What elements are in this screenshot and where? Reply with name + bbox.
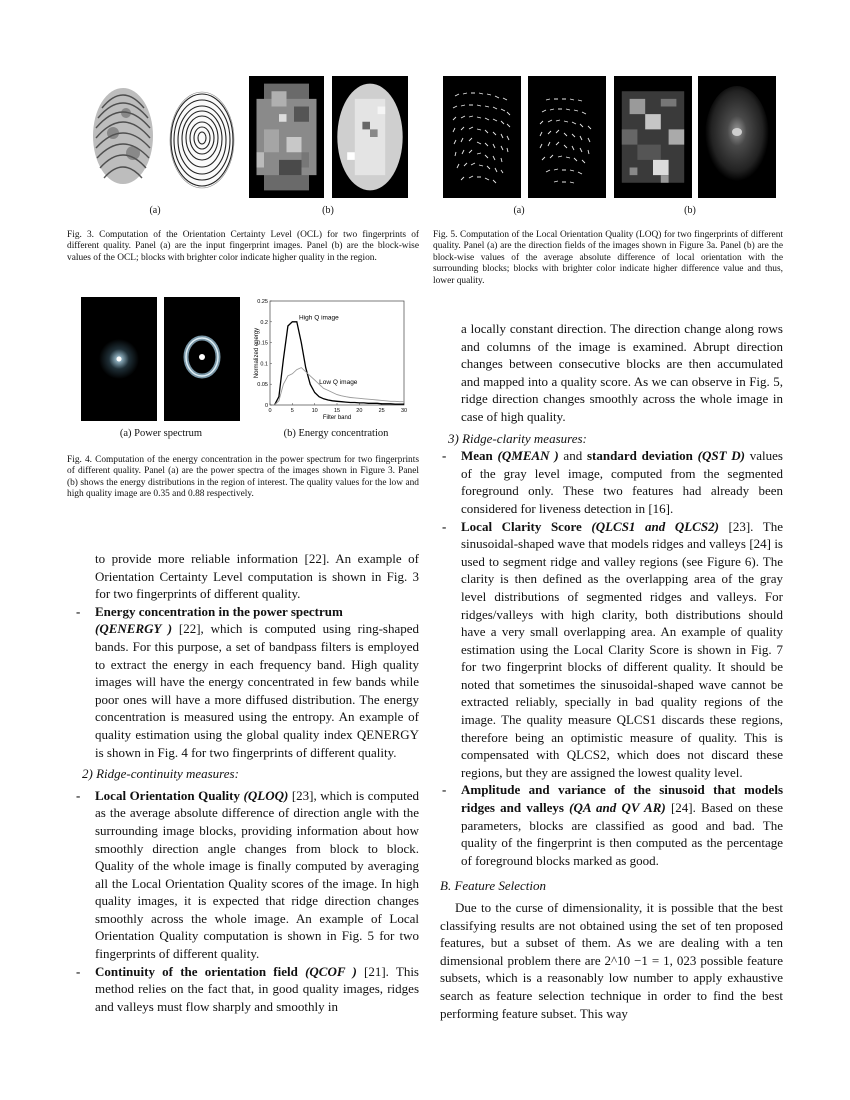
bullet-continuity-orientation-field: - Continuity of the orientation field (QCOF ) [21]. This method relies on the fact that, in good quality images, ridges and valleys must flow sharply and smoothly in <box>76 963 419 1014</box>
bullet-energy-concentration: - Energy concentration in the power spectrum (QENERGY ) [22], which is computed using ring-shaped bands. For this purpose, a set of bandpass filters is employed to extract the energy in each frequency band. High quality images will have the energy concentrated in few bands while poor ones will have a more diffused distribution. The energy concentration is measured using the entropy. An example of quality estimation using the global quality index QENERGY is shown in Fig. 4 for two fingerprints of different quality. <box>76 603 420 760</box>
x-tick-label: 25 <box>378 408 385 414</box>
fig4-caption: Fig. 4. Computation of the energy concentration in the power spectrum for two fingerprints of different quality. Panel (a) are the power spectra of the images shown in Figure 3. Panel (b) shows the energy distributions in the region of interest. The quality values for the low and high quality image are 0.35 and 0.88 respectively. <box>67 455 419 500</box>
bullet-local-orientation-quality: - Local Orientation Quality (QLOQ) [23], which is computed as the average absolute difference of direction angle with the surrounding image blocks, providing information about how smoothly direction angle changes from block to block. Quality of the whole image is finally computed by averaging all the Local Orientation Quality scores of the image. In high quality images, it is expected that ridge direction changes smoothly across the whole image. An example of Local Orientation Quality computation is shown in Fig. 5 for two fingerprints of different quality. <box>76 787 419 962</box>
right-column <box>440 320 783 1022</box>
fig4-power-spectrum-high <box>164 297 240 421</box>
y-tick-label: 0.25 <box>257 299 268 305</box>
bullet-mean-std: - Mean (QMEAN ) and standard deviation (QST D) values of the gray level image, computed from the segmented foreground only. These two features had already been considered for liveness detection in [16]. <box>442 448 783 516</box>
symbol-qstd: (QST D) <box>697 448 746 464</box>
x-tick-label: 0 <box>268 408 272 414</box>
fig5-label-b: (b) <box>684 205 696 216</box>
left-column <box>74 550 419 1015</box>
y-axis-label: Normalized energy <box>254 327 260 379</box>
left-paragraph-1: to provide more reliable information [22]. An example of Orientation Certainty Level computation is shown in Fig. 3 for two fingerprints of different quality. <box>95 551 419 602</box>
symbol-qcof: (QCOF ) <box>305 963 357 979</box>
y-tick-label: 0.2 <box>260 319 268 326</box>
fig3-ocl-map-high <box>332 76 408 198</box>
fig5-loq-map-high <box>698 76 776 198</box>
fig3-fingerprint-low <box>88 78 158 196</box>
fig4-label-b: (b) Energy concentration <box>283 428 389 439</box>
bullet-title-2: standard deviation <box>586 448 693 464</box>
bullet-title: Amplitude and variance of the sinusoid that models ridges and valleys <box>461 782 783 816</box>
fig3-ocl-map-low <box>249 76 324 198</box>
feature-selection-paragraph: Due to the curse of dimensionality, it is possible that the best classifying results are not obtained using the set of ten proposed features, but a subset of them. As we are dealing with a ten dimensional problem there are 2^10 −1 = 1, 023 possible feature subsets, which is a reasonably low number to apply exhaustive search as feature selection technique in order to find the best performing feature subset. This way <box>440 900 783 1021</box>
x-tick-label: 10 <box>311 408 318 414</box>
x-axis-label: Filter band <box>322 415 352 421</box>
symbol-qlcs: (QLCS1 and QLCS2) <box>591 518 719 534</box>
x-tick-label: 5 <box>290 408 294 414</box>
fig5-direction-field-low <box>443 76 521 198</box>
bullet-local-clarity-score: - Local Clarity Score (QLCS1 and QLCS2) [23]. The sinusoidal-shaped wave that models ridges and valleys [24] is used to segment ridge and valley regions (see Figure 6). The clarity is then defined as the overlapping area of the gray level distributions of segmented ridges and valleys. For ridges/valleys with high clarity, both distributions should have a very small overlapping area. An example of quality estimation using the Local Clarity Score is shown in Fig. 7 for two fingerprint blocks of different quality. It should be noted that sometimes the sinusoidal-shaped wave cannot be extracted reliably, specially in bad quality regions of the image. The quality measure QLCS1 discards these regions, therefore being an optimistic measure of quality. This is compensated with QLCS2, which does not discard these regions, but they are assigned the lowest quality level. <box>442 518 783 780</box>
y-tick-label: 0.15 <box>257 340 268 347</box>
symbol-qa-qvar: (QA and QV AR) <box>569 800 666 816</box>
annotation-low-q: Low Q image <box>319 379 358 387</box>
bullet-amplitude-variance: - Amplitude and variance of the sinusoid that models ridges and valleys (QA and QV AR) [24]. Based on these parameters, blocks are classified as good and bad. The quality of the fingerprint is then computed as the percentage of foreground blocks marked as good. <box>442 782 784 868</box>
fig3-caption: Fig. 3. Computation of the Orientation Certainty Level (OCL) for two fingerprints of different quality. Panel (a) are the input fingerprint images. Panel (b) are the block-wise values of the OCL; blocks with brighter color indicate higher quality in the region. <box>67 230 419 263</box>
x-tick-label: 30 <box>400 408 408 414</box>
bullet-text: [24]. Based on these parameters, blocks are classified as good and bad. The quality of the fingerprint is then computed as the percentage of foreground blocks marked as good. <box>461 800 784 868</box>
fig5-label-a: (a) <box>513 205 525 216</box>
bullet-text: [23], which is computed as the average absolute difference of direction angle with the surrounding image blocks, providing information about how smoothly direction angle changes from block to block. Quality of the whole image is finally computed by averaging all the Local Orientation Quality scores of the image. In high quality images, it is expected that ridge direction changes smoothly across the whole image. An example of Local Orientation Quality computation is shown in Fig. 5 for two fingerprints of different quality. <box>95 787 419 962</box>
bullet-mid: and <box>558 448 587 464</box>
bullet-title: Local Clarity Score <box>461 518 582 534</box>
fig3-label-a: (a) <box>149 205 161 216</box>
right-paragraph-1: a locally constant direction. The direction change along rows and columns of the image is examined. Abrupt direction changes between consecutive blocks are then accumulated and mapped into a quality score. As we can observe in Fig. 5, ridge direction changes smoothly across the whole image in case of high quality. <box>461 321 783 424</box>
energy-concentration-chart <box>250 295 420 423</box>
bullet-text: [22], which is computed using ring-shaped bands. For this purpose, a set of bandpass filters is employed to extract the energy in each frequency band. High quality images will have the energy concentrated in few bands while poor ones will have a more diffused distribution. The energy concentration is measured using the entropy. An example of quality estimation using the global quality index QENERGY is shown in Fig. 4 for two fingerprints of different quality. <box>95 621 420 760</box>
fig5-loq-map-low <box>614 76 692 198</box>
bullet-title: Mean <box>461 448 493 464</box>
bullet-title: Energy concentration in the power spectrum <box>95 603 343 619</box>
x-tick-label: 20 <box>356 408 363 414</box>
y-tick-label: 0.05 <box>257 382 268 389</box>
y-tick-label: 0.1 <box>260 361 268 368</box>
symbol-qmean: (QMEAN ) <box>497 448 559 464</box>
fig4-power-spectrum-low <box>81 297 157 421</box>
symbol-qloq: (QLOQ) <box>243 787 289 803</box>
bullet-text: [21]. This method relies on the fact that, in good quality images, ridges and valleys must flow sharply and smoothly in <box>95 963 419 1014</box>
x-tick-label: 15 <box>333 408 341 414</box>
symbol-qenergy: (QENERGY ) <box>95 621 173 637</box>
bullet-text: [23]. The sinusoidal-shaped wave that models ridges and valleys [24] is used to segment ridge and valley regions (see Figure 6). The clarity is then defined as the overlapping area of the gray level distributions of segmented ridges and valleys. For ridges/valleys with high clarity, both distributions should have a very small overlapping area. An example of quality estimation using the Local Clarity Score is shown in Fig. 7 for two fingerprint blocks of different quality. It should be noted that sometimes the sinusoidal-shaped wave cannot be extracted reliably, specially in bad quality regions of the image. The quality measure QLCS1 discards these regions, therefore being an optimistic measure of quality. This is compensated with QLCS2, which does not discard these regions, but they are assigned the lowest quality level. <box>461 518 783 780</box>
heading-ridge-continuity: 2) Ridge-continuity measures: <box>82 766 239 782</box>
fig5-caption: Fig. 5. Computation of the Local Orientation Quality (LOQ) for two fingerprints of different quality. Panel (a) are the direction fields of the images shown in Figure 3a. Panel (b) are the block-wise values of the average absolute difference of local orientation with the surrounding blocks; blocks with brighter color indicate higher difference value and thus, lower quality. <box>433 230 783 286</box>
bullet-title: Local Orientation Quality <box>95 787 240 803</box>
y-tick-label: 0 <box>264 403 268 409</box>
annotation-high-q: High Q image <box>299 314 339 322</box>
bullet-text: values of the gray level image, computed from the segmented foreground only. These two features had already been considered for liveness detection in [16]. <box>461 448 783 516</box>
fig4-label-a: (a) Power spectrum <box>119 428 203 439</box>
fig3-fingerprint-high <box>166 88 238 192</box>
fig3-label-b: (b) <box>322 205 334 216</box>
fig5-direction-field-high <box>528 76 606 198</box>
heading-feature-selection: B. Feature Selection <box>440 878 547 894</box>
bullet-title: Continuity of the orientation field <box>95 963 298 979</box>
heading-ridge-clarity: 3) Ridge-clarity measures: <box>448 430 587 446</box>
